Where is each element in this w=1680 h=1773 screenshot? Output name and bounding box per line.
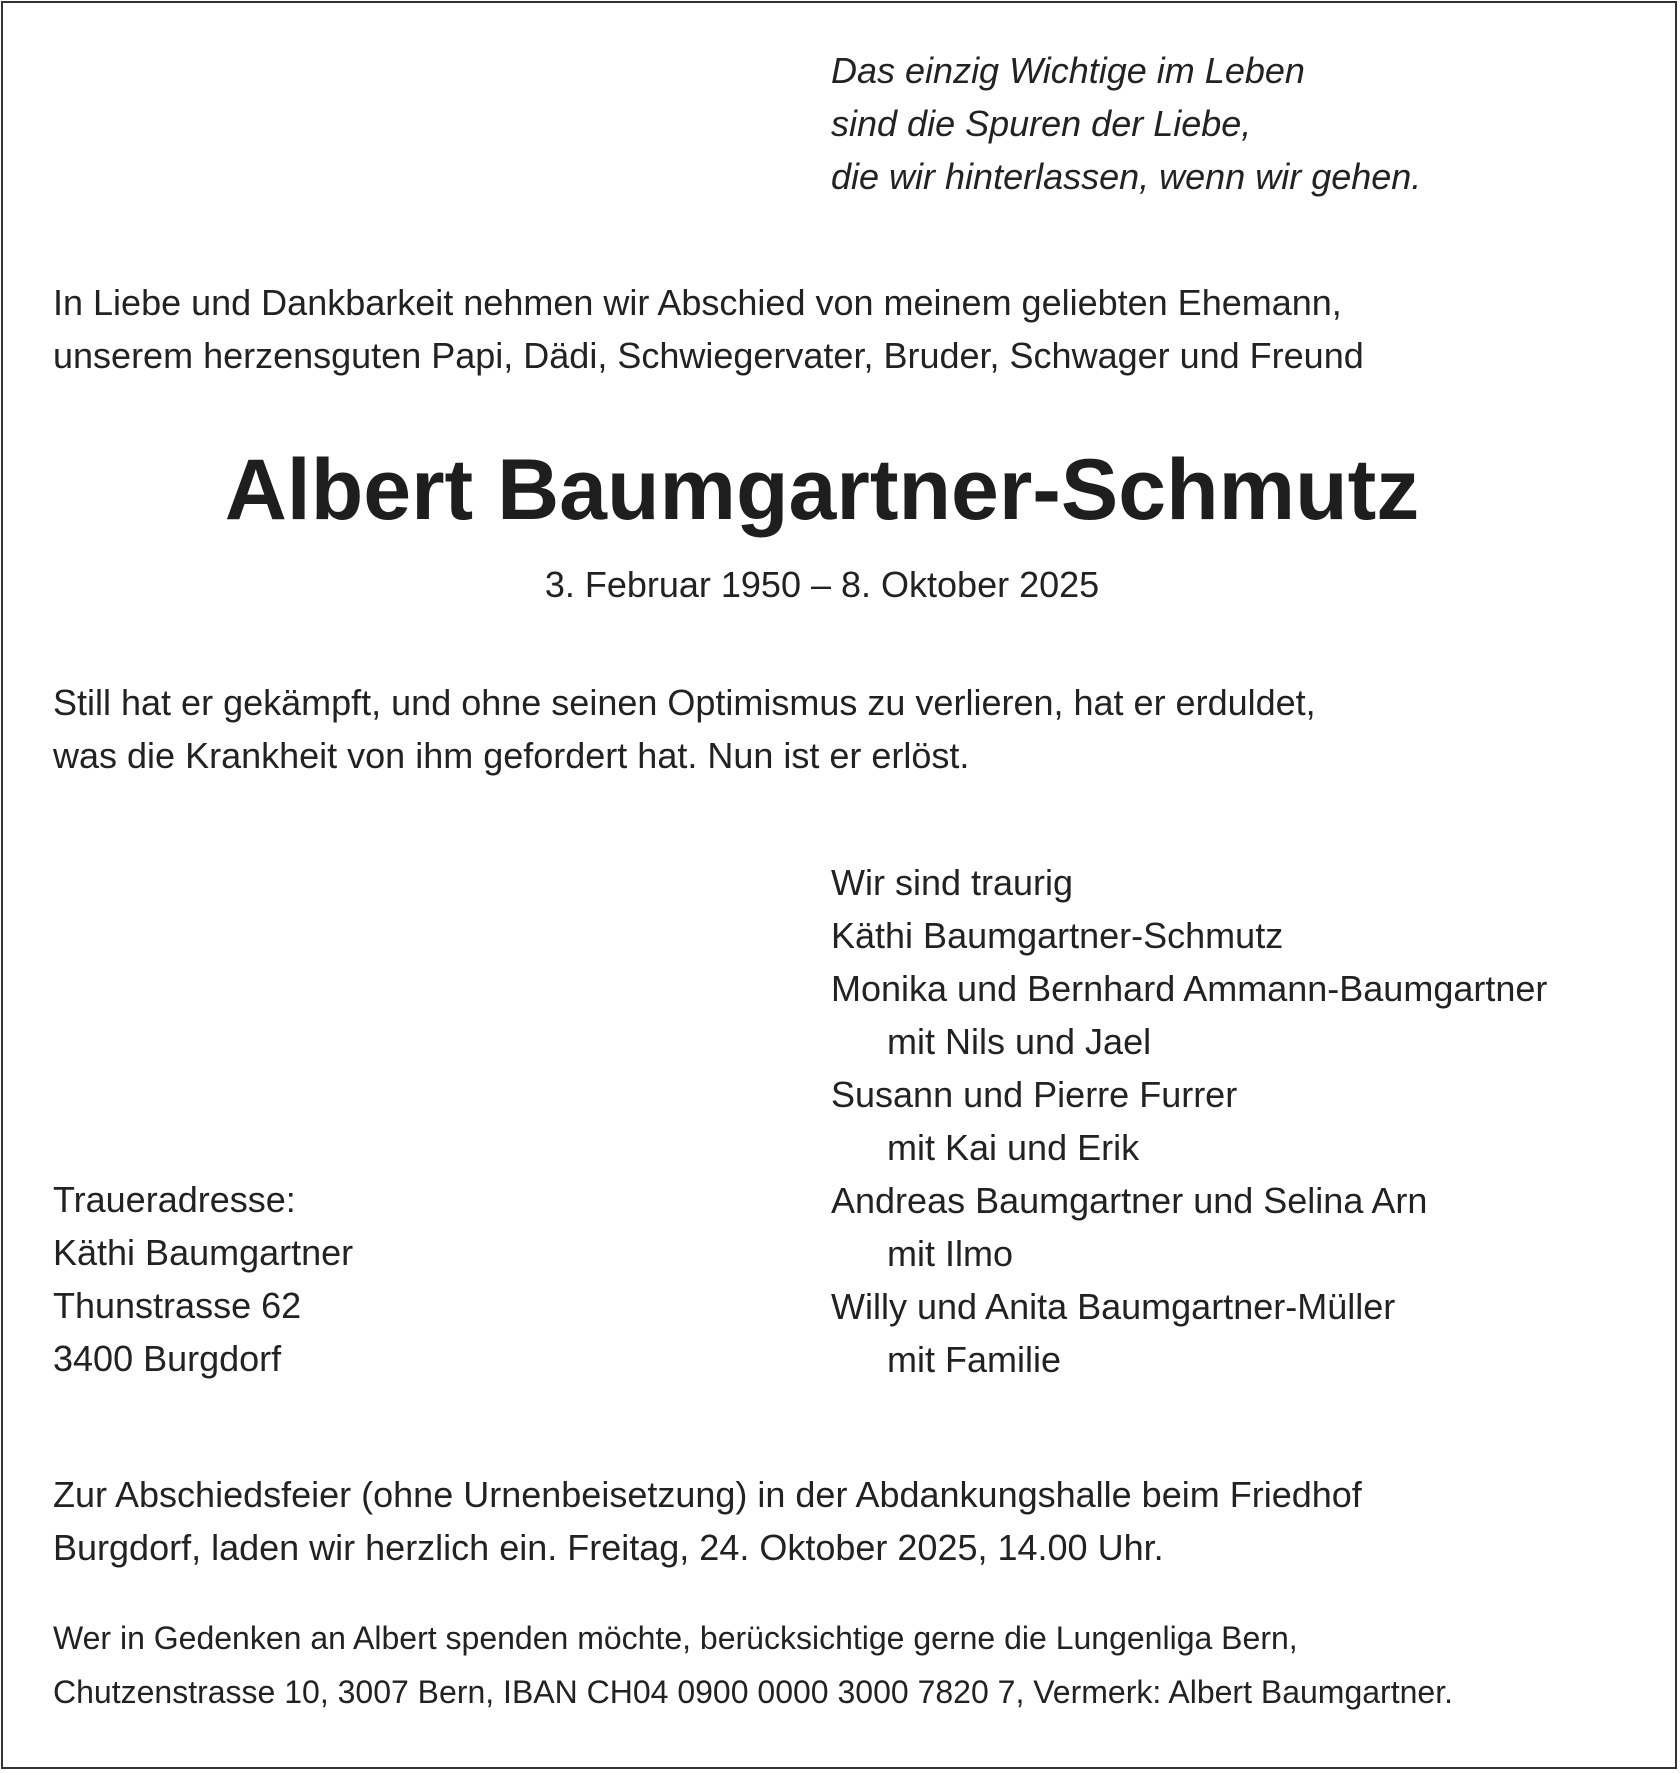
mourner: Andreas Baumgartner und Selina Arn <box>831 1180 1428 1221</box>
address-line: Käthi Baumgartner <box>53 1232 354 1273</box>
mourners-heading: Wir sind traurig <box>831 862 1074 903</box>
mourner-sub: mit Familie <box>887 1339 1062 1380</box>
intro-text <box>53 276 1364 382</box>
quote-line: Das einzig Wichtige im Leben <box>831 50 1305 91</box>
ceremony-info <box>53 1468 1362 1574</box>
address-line: 3400 Burgdorf <box>53 1338 282 1379</box>
intro-line: unserem herzensguten Papi, Dädi, Schwiegervater, Bruder, Schwager und Freund <box>53 335 1364 376</box>
memorial-line: Still hat er gekämpft, und ohne seinen Optimismus zu verlieren, hat er erduldet, <box>53 682 1316 723</box>
mourners-list <box>831 856 1547 1386</box>
donation-line: Chutzenstrasse 10, 3007 Bern, IBAN CH04 0900 0000 3000 7820 7, Vermerk: Albert Baumgartner. <box>53 1674 1453 1710</box>
mourning-address <box>53 1173 353 1385</box>
mourner: Susann und Pierre Furrer <box>831 1074 1238 1115</box>
donation-info <box>53 1611 1453 1719</box>
mourner-sub: mit Ilmo <box>887 1233 1013 1274</box>
quote <box>831 44 1421 203</box>
memorial-line: was die Krankheit von ihm gefordert hat. Nun ist er erlöst. <box>53 735 970 776</box>
address-label: Traueradresse: <box>53 1179 296 1220</box>
life-dates: 3. Februar 1950 – 8. Oktober 2025 <box>544 564 1100 605</box>
mourner: Käthi Baumgartner-Schmutz <box>831 915 1284 956</box>
mourner: Willy und Anita Baumgartner-Müller <box>831 1286 1396 1327</box>
donation-line: Wer in Gedenken an Albert spenden möchte, berücksichtige gerne die Lungenliga Bern, <box>53 1620 1298 1656</box>
intro-line: In Liebe und Dankbarkeit nehmen wir Abschied von meinem geliebten Ehemann, <box>53 282 1342 323</box>
deceased-name: Albert Baumgartner-Schmutz <box>224 442 1420 538</box>
mourner-sub: mit Kai und Erik <box>887 1127 1140 1168</box>
address-line: Thunstrasse 62 <box>53 1285 302 1326</box>
mourner-sub: mit Nils und Jael <box>887 1021 1152 1062</box>
memorial-text <box>53 676 1316 782</box>
quote-line: die wir hinterlassen, wenn wir gehen. <box>831 156 1422 197</box>
quote-line: sind die Spuren der Liebe, <box>831 103 1252 144</box>
ceremony-line: Zur Abschiedsfeier (ohne Urnenbeisetzung) in der Abdankungshalle beim Friedhof <box>53 1474 1362 1515</box>
mourner: Monika und Bernhard Ammann-Baumgartner <box>831 968 1548 1009</box>
ceremony-line: Burgdorf, laden wir herzlich ein. Freitag, 24. Oktober 2025, 14.00 Uhr. <box>53 1527 1164 1568</box>
